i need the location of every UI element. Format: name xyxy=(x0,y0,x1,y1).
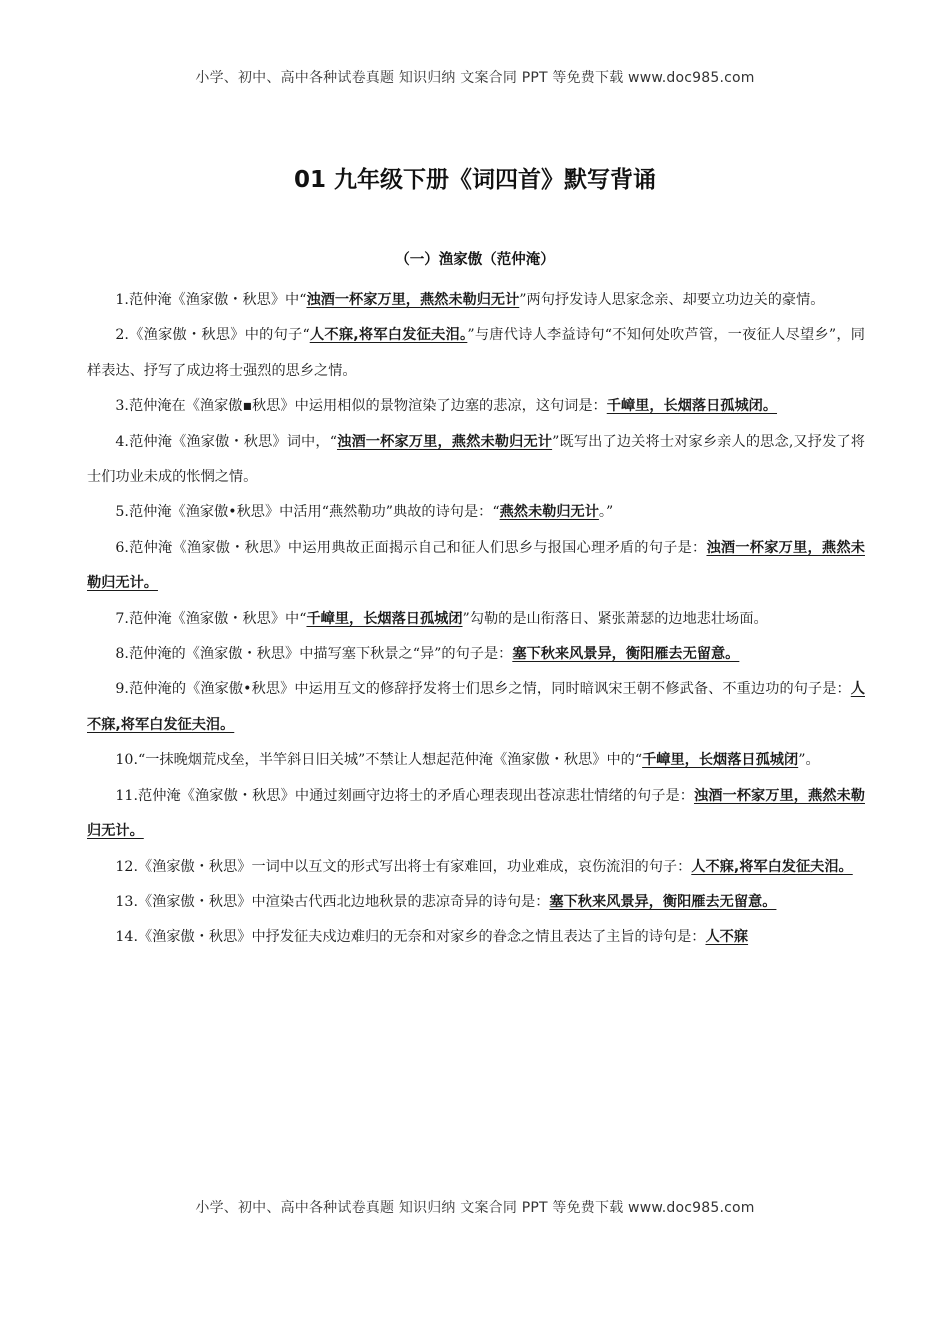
item-number: 13. xyxy=(115,893,138,910)
question-item-13 xyxy=(87,885,865,920)
item-text-before: 《渔家傲・秋思》中抒发征夫戍边难归的无奈和对家乡的眷念之情且表达了主旨的诗句是： xyxy=(137,929,706,946)
page-title: 01 九年级下册《词四首》默写背诵 xyxy=(293,167,656,194)
question-list xyxy=(87,283,865,956)
question-item-11 xyxy=(87,779,865,850)
question-item-4 xyxy=(87,425,865,496)
item-text-before: 范仲淹《渔家傲・秋思》中“ xyxy=(128,610,307,627)
item-text-before: 范仲淹《渔家傲・秋思》词中，“ xyxy=(128,433,337,450)
item-number: 8. xyxy=(115,646,129,663)
answer-text: 浊酒一杯家万里，燕然未勒归无计 xyxy=(306,292,520,308)
item-text-before: 范仲淹在《渔家傲▪秋思》中运用相似的景物渲染了边塞的悲凉，这句词是： xyxy=(128,398,607,415)
item-number: 11. xyxy=(115,787,138,804)
item-text-after: ”与唐代诗人李益诗句“不知何处吹芦管，一夜征人尽望乡”，同样表达、抒写了成边将士强烈的思乡之情。 xyxy=(87,327,865,379)
item-number: 6. xyxy=(115,539,129,556)
item-text-before: 范仲淹《渔家傲・秋思》中通过刻画守边将士的矛盾心理表现出苍凉悲壮情绪的句子是： xyxy=(137,787,694,804)
item-text-before: 范仲淹的《渔家傲•秋思》中运用互文的修辞抒发将士们思乡之情，同时暗讽宋王朝不修武备、不重边功的句子是： xyxy=(128,681,851,698)
item-number: 10. xyxy=(115,752,138,769)
header-banner: 小学、初中、高中各种试卷真题 知识归纳 文案合同 PPT 等免费下载 www.doc985.com xyxy=(195,70,755,86)
answer-text: 塞下秋来风景异，衡阳雁去无留意。 xyxy=(512,646,740,663)
item-text-after: ”勾勒的是山衔落日、紧张萧瑟的边地悲壮场面。 xyxy=(462,610,768,627)
answer-text: 浊酒一杯家万里，燕然未勒归无计。 xyxy=(87,787,865,840)
item-number: 7. xyxy=(115,610,129,627)
item-text-after: ”既写出了边关将士对家乡亲人的思念,又抒发了将士们功业未成的怅惘之情。 xyxy=(87,433,865,486)
answer-text: 人不寐 xyxy=(705,929,749,946)
question-item-5 xyxy=(87,495,865,530)
item-text-before: 范仲淹《渔家傲・秋思》中“ xyxy=(128,292,307,308)
item-text-after: 。” xyxy=(598,504,614,521)
answer-text: 塞下秋来风景异，衡阳雁去无留意。 xyxy=(549,893,777,910)
question-item-9 xyxy=(87,672,865,743)
question-item-2 xyxy=(87,318,865,389)
item-number: 9. xyxy=(115,681,129,698)
item-text-before: 《渔家傲・秋思》中渲染古代西北边地秋景的悲凉奇异的诗句是： xyxy=(137,893,550,910)
item-text-before: 《渔家傲・秋思》一词中以互文的形式写出将士有家难回，功业难成，哀伤流泪的句子： xyxy=(137,858,692,875)
item-number: 14. xyxy=(115,929,138,946)
item-number: 12. xyxy=(115,858,138,875)
item-number: 4. xyxy=(115,433,129,450)
item-number: 5. xyxy=(115,504,129,521)
answer-text: 千嶂里，长烟落日孤城闭。 xyxy=(606,398,778,415)
answer-text: 千嶂里，长烟落日孤城闭 xyxy=(642,752,799,769)
answer-text: 燕然未勒归无计 xyxy=(499,504,599,521)
answer-text: 浊酒一杯家万里，燕然未勒归无计 xyxy=(336,433,553,450)
item-text-before: 《渔家傲・秋思》中的句子“ xyxy=(128,327,310,344)
item-text-after: ”。 xyxy=(798,752,820,769)
answer-text: 人不寐,将军白发征夫泪。 xyxy=(691,858,853,875)
item-number: 1. xyxy=(115,292,129,308)
section-heading: （一）渔家傲（范仲淹） xyxy=(395,252,555,268)
answer-text: 人不寐,将军白发征夫泪。 xyxy=(87,681,865,733)
item-number: 2. xyxy=(115,327,129,344)
question-item-14 xyxy=(87,920,865,955)
question-item-8 xyxy=(87,637,865,672)
question-item-12 xyxy=(87,850,865,885)
item-text-before: 范仲淹《渔家傲•秋思》中活用“燕然勒功”典故的诗句是：“ xyxy=(128,504,500,521)
question-item-3 xyxy=(87,389,865,424)
footer-banner: 小学、初中、高中各种试卷真题 知识归纳 文案合同 PPT 等免费下载 www.doc985.com xyxy=(195,1200,755,1216)
answer-text: 人不寐,将军白发征夫泪。 xyxy=(309,327,468,344)
question-item-7 xyxy=(87,602,865,637)
item-text-before: “一抹晚烟荒戍垒，半竿斜日旧关城”不禁让人想起范仲淹《渔家傲・秋思》中的“ xyxy=(137,752,643,769)
item-number: 3. xyxy=(115,398,129,415)
item-text-after: ”两句抒发诗人思家念亲、却要立功边关的豪情。 xyxy=(519,292,825,308)
answer-text: 浊酒一杯家万里，燕然未勒归无计。 xyxy=(87,539,865,592)
answer-text: 千嶂里，长烟落日孤城闭 xyxy=(306,610,463,627)
question-item-1 xyxy=(87,283,865,318)
question-item-10 xyxy=(87,743,865,778)
question-item-6 xyxy=(87,531,865,602)
item-text-before: 范仲淹的《渔家傲・秋思》中描写塞下秋景之“异”的句子是： xyxy=(128,646,513,663)
item-text-before: 范仲淹《渔家傲・秋思》中运用典故正面揭示自己和征人们思乡与报国心理矛盾的句子是： xyxy=(128,539,707,556)
